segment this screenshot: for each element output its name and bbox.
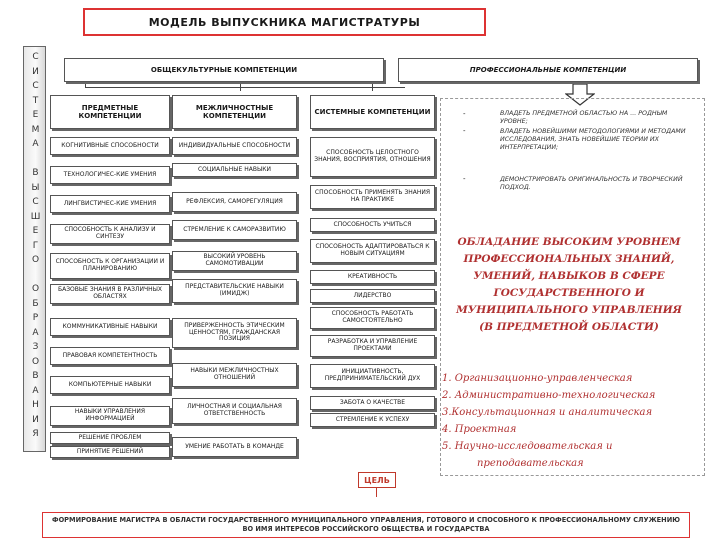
interpersonal-competence-item: СТРЕМЛЕНИЕ К САМОРАЗВИТИЮ	[172, 220, 297, 240]
sidebar-letter: А	[32, 139, 39, 149]
connector	[85, 87, 405, 88]
professional-bullet: ВЛАДЕТЬ ПРЕДМЕТНОЙ ОБЛАСТЬЮ НА ... РОДНЫМ УРОВНЕ;	[500, 110, 668, 126]
systemic-competence-item: СПОСОБНОСТЬ ПРИМЕНЯТЬ ЗНАНИЯ НА ПРАКТИКЕ	[310, 185, 435, 209]
sidebar-letter: Б	[32, 298, 39, 309]
systemic-competence-item: СПОСОБНОСТЬ РАБОТАТЬ САМОСТОЯТЕЛЬНО	[310, 307, 435, 329]
sidebar-letter: И	[32, 414, 39, 425]
systemic-competence-item: РАЗРАБОТКА И УПРАВЛЕНИЕ ПРОЕКТАМИ	[310, 335, 435, 357]
professional-bullet: ВЛАДЕТЬ НОВЕЙШИМИ МЕТОДОЛОГИЯМИ И МЕТОДАМИ ИССЛЕДОВАНИЯ, ЗНАТЬ НОВЕЙШИЕ ТЕОРИИ ИХ ИНТЕРПРЕТАЦИИ;	[500, 128, 686, 152]
sidebar-letter: Т	[32, 95, 39, 106]
interpersonal-competence-item: ИНДИВИДУАЛЬНЫЕ СПОСОБНОСТИ	[172, 137, 297, 155]
sidebar-letter: В	[32, 168, 39, 178]
activity-type: 1. Организационно-управленческая	[442, 373, 633, 384]
mastery-text: ОБЛАДАНИЕ ВЫСОКИМ УРОВНЕМ ПРОФЕССИОНАЛЬНЫХ ЗНАНИЙ, УМЕНИЙ, НАВЫКОВ В СФЕРЕ ГОСУДАРСТВЕННОГО И МУНИЦИПАЛЬНОГО УПРАВЛЕНИЯ (В ПРЕДМЕТНОЙ ОБЛАСТИ)	[456, 236, 682, 333]
systemic-competence-item: КРЕАТИВНОСТЬ	[310, 270, 435, 284]
sidebar-letter: Я	[32, 429, 39, 439]
interpersonal-competence-item: ПРИВЕРЖЕННОСТЬ ЭТИЧЕСКИМ ЦЕННОСТЯМ, ГРАЖДАНСКАЯ ПОЗИЦИЯ	[172, 318, 297, 348]
page-title: МОДЕЛЬ ВЫПУСКНИКА МАГИСТРАТУРЫ	[148, 15, 421, 29]
goal-label-box	[358, 472, 396, 488]
bullet-marker: -	[463, 127, 466, 135]
activity-type: 5. Научно-исследовательская и	[442, 441, 613, 452]
interpersonal-competence-item: ПРЕДСТАВИТЕЛЬСКИЕ НАВЫКИ (ИМИДЖ)	[172, 279, 297, 303]
systemic-competence-item: СПОСОБНОСТЬ УЧИТЬСЯ	[310, 218, 435, 232]
bullet-marker: -	[463, 110, 466, 118]
goal-text: ФОРМИРОВАНИЕ МАГИСТРА В ОБЛАСТИ ГОСУДАРСТВЕННОГО МУНИЦИПАЛЬНОГО УПРАВЛЕНИЯ, ГОТОВОГО И СПОСОБНОГО К ПРОФЕССИОНАЛЬНОМУ СЛУЖЕНИЮ ВО ИМЯ ИНТЕРЕСОВ РОССИЙСКОГО ОБЩЕСТВА И ГОСУДАРСТВА	[52, 516, 680, 533]
subject-competence-item: СПОСОБНОСТЬ К АНАЛИЗУ И СИНТЕЗУ	[50, 224, 170, 244]
goal-label: ЦЕЛЬ	[364, 475, 390, 485]
goal-box	[42, 512, 690, 538]
subject-competence-item: КОММУНИКАТИВНЫЕ НАВЫКИ	[50, 318, 170, 336]
subject-competence-item: ПРАВОВАЯ КОМПЕТЕНТНОСТЬ	[50, 347, 170, 365]
systemic-competence-item: СПОСОБНОСТЬ АДАПТИРОВАТЬСЯ К НОВЫМ СИТУАЦИЯМ	[310, 239, 435, 263]
general-competences-label: ОБЩЕКУЛЬТУРНЫЕ КОМПЕТЕНЦИИ	[150, 66, 298, 74]
subject-competence-item: ТЕХНОЛОГИЧЕС-КИЕ УМЕНИЯ	[50, 166, 170, 184]
subject-competence-item: ПРИНЯТИЕ РЕШЕНИЙ	[50, 446, 170, 458]
sidebar-letter: М	[31, 124, 40, 135]
professional-competences-label: ПРОФЕССИОНАЛЬНЫЕ КОМПЕТЕНЦИИ	[469, 66, 627, 74]
professional-competences-header	[398, 58, 698, 82]
sidebar-letter: С	[32, 52, 39, 62]
subject-competence-item: КОГНИТИВНЫЕ СПОСОБНОСТИ	[50, 137, 170, 155]
interpersonal-competence-item: УМЕНИЕ РАБОТАТЬ В КОМАНДЕ	[172, 437, 297, 457]
subject-competence-item: ЛИНГВИСТИЧЕС-КИЕ УМЕНИЯ	[50, 195, 170, 213]
systemic-competence-item: ЗАБОТА О КАЧЕСТВЕ	[310, 396, 435, 410]
activity-type: преподавательская	[477, 458, 584, 469]
sidebar-letter: Р	[32, 313, 39, 323]
activity-types-list	[442, 370, 702, 472]
subject-competence-item: СПОСОБНОСТЬ К ОРГАНИЗАЦИИ И ПЛАНИРОВАНИЮ	[50, 253, 170, 279]
activity-type: 2. Административно-технологическая	[442, 390, 656, 401]
systemic-competence-item: ЛИДЕРСТВО	[310, 289, 435, 303]
connector	[376, 488, 377, 497]
title-box	[83, 8, 486, 36]
systemic-competence-item: ИНИЦИАТИВНОСТЬ, ПРЕДПРИНИМАТЕЛЬСКИЙ ДУХ	[310, 364, 435, 388]
professional-bullet: ДЕМОНСТРИРОВАТЬ ОРИГИНАЛЬНОСТЬ И ТВОРЧЕСКИЙ ПОДХОД.	[500, 176, 683, 192]
interpersonal-competence-item: РЕФЛЕКСИЯ, САМОРЕГУЛЯЦИЯ	[172, 192, 297, 212]
systemic-competences-title	[310, 95, 435, 129]
sidebar-letter: О	[31, 255, 40, 265]
bullet-marker: -	[463, 175, 466, 183]
sidebar-letter: Ш	[30, 211, 41, 222]
general-competences-header	[64, 58, 384, 82]
sidebar-letter: О	[31, 356, 40, 367]
activity-type: 4. Проектная	[442, 424, 517, 435]
sidebar-letter: З	[32, 342, 39, 352]
sidebar-letter: С	[32, 81, 39, 91]
interpersonal-competences-title	[172, 95, 297, 129]
sidebar-letter: А	[32, 327, 39, 338]
systemic-competence-item: СПОСОБНОСТЬ ЦЕЛОСТНОГО ЗНАНИЯ, ВОСПРИЯТИЯ, ОТНОШЕНИЯ	[310, 137, 435, 177]
subject-title-label: ПРЕДМЕТНЫЕ КОМПЕТЕНЦИИ	[78, 104, 142, 120]
subject-competences-title	[50, 95, 170, 129]
sidebar-letter: В	[32, 371, 39, 381]
interpersonal-competence-item: ВЫСОКИЙ УРОВЕНЬ САМОМОТИВАЦИИ	[172, 251, 297, 271]
sidebar-letter: Ы	[31, 182, 40, 193]
systemic-competence-item: СТРЕМЛЕНИЕ К УСПЕХУ	[310, 413, 435, 427]
interpersonal-competence-item: СОЦИАЛЬНЫЕ НАВЫКИ	[172, 163, 297, 177]
systemic-title-label: СИСТЕМНЫЕ КОМПЕТЕНЦИИ	[314, 108, 431, 116]
activity-type: 3.Консультационная и аналитическая	[442, 407, 653, 418]
subject-competence-item: НАВЫКИ УПРАВЛЕНИЯ ИНФОРМАЦИЕЙ	[50, 406, 170, 426]
sidebar-letter: Н	[32, 400, 39, 410]
sidebar-letter: С	[32, 197, 39, 207]
connector	[372, 83, 373, 91]
connector	[240, 83, 241, 91]
sidebar-letter: Е	[32, 110, 39, 120]
sidebar-letter: Г	[32, 240, 39, 251]
subject-competence-item: БАЗОВЫЕ ЗНАНИЯ В РАЗЛИЧНЫХ ОБЛАСТЯХ	[50, 284, 170, 304]
interpersonal-competence-item: ЛИЧНОСТНАЯ И СОЦИАЛЬНАЯ ОТВЕТСТВЕННОСТЬ	[172, 398, 297, 424]
subject-competence-item: КОМПЬЮТЕРНЫЕ НАВЫКИ	[50, 376, 170, 394]
interpersonal-title-label: МЕЖЛИЧНОСТНЫЕ КОМПЕТЕНЦИИ	[195, 104, 274, 120]
sidebar-letter: И	[32, 66, 39, 77]
sidebar-letter: А	[32, 385, 39, 396]
subject-competence-item: РЕШЕНИЕ ПРОБЛЕМ	[50, 432, 170, 444]
sidebar-letter: О	[31, 284, 40, 294]
sidebar-letter: Е	[32, 226, 39, 236]
interpersonal-competence-item: НАВЫКИ МЕЖЛИЧНОСТНЫХ ОТНОШЕНИЙ	[172, 363, 297, 387]
